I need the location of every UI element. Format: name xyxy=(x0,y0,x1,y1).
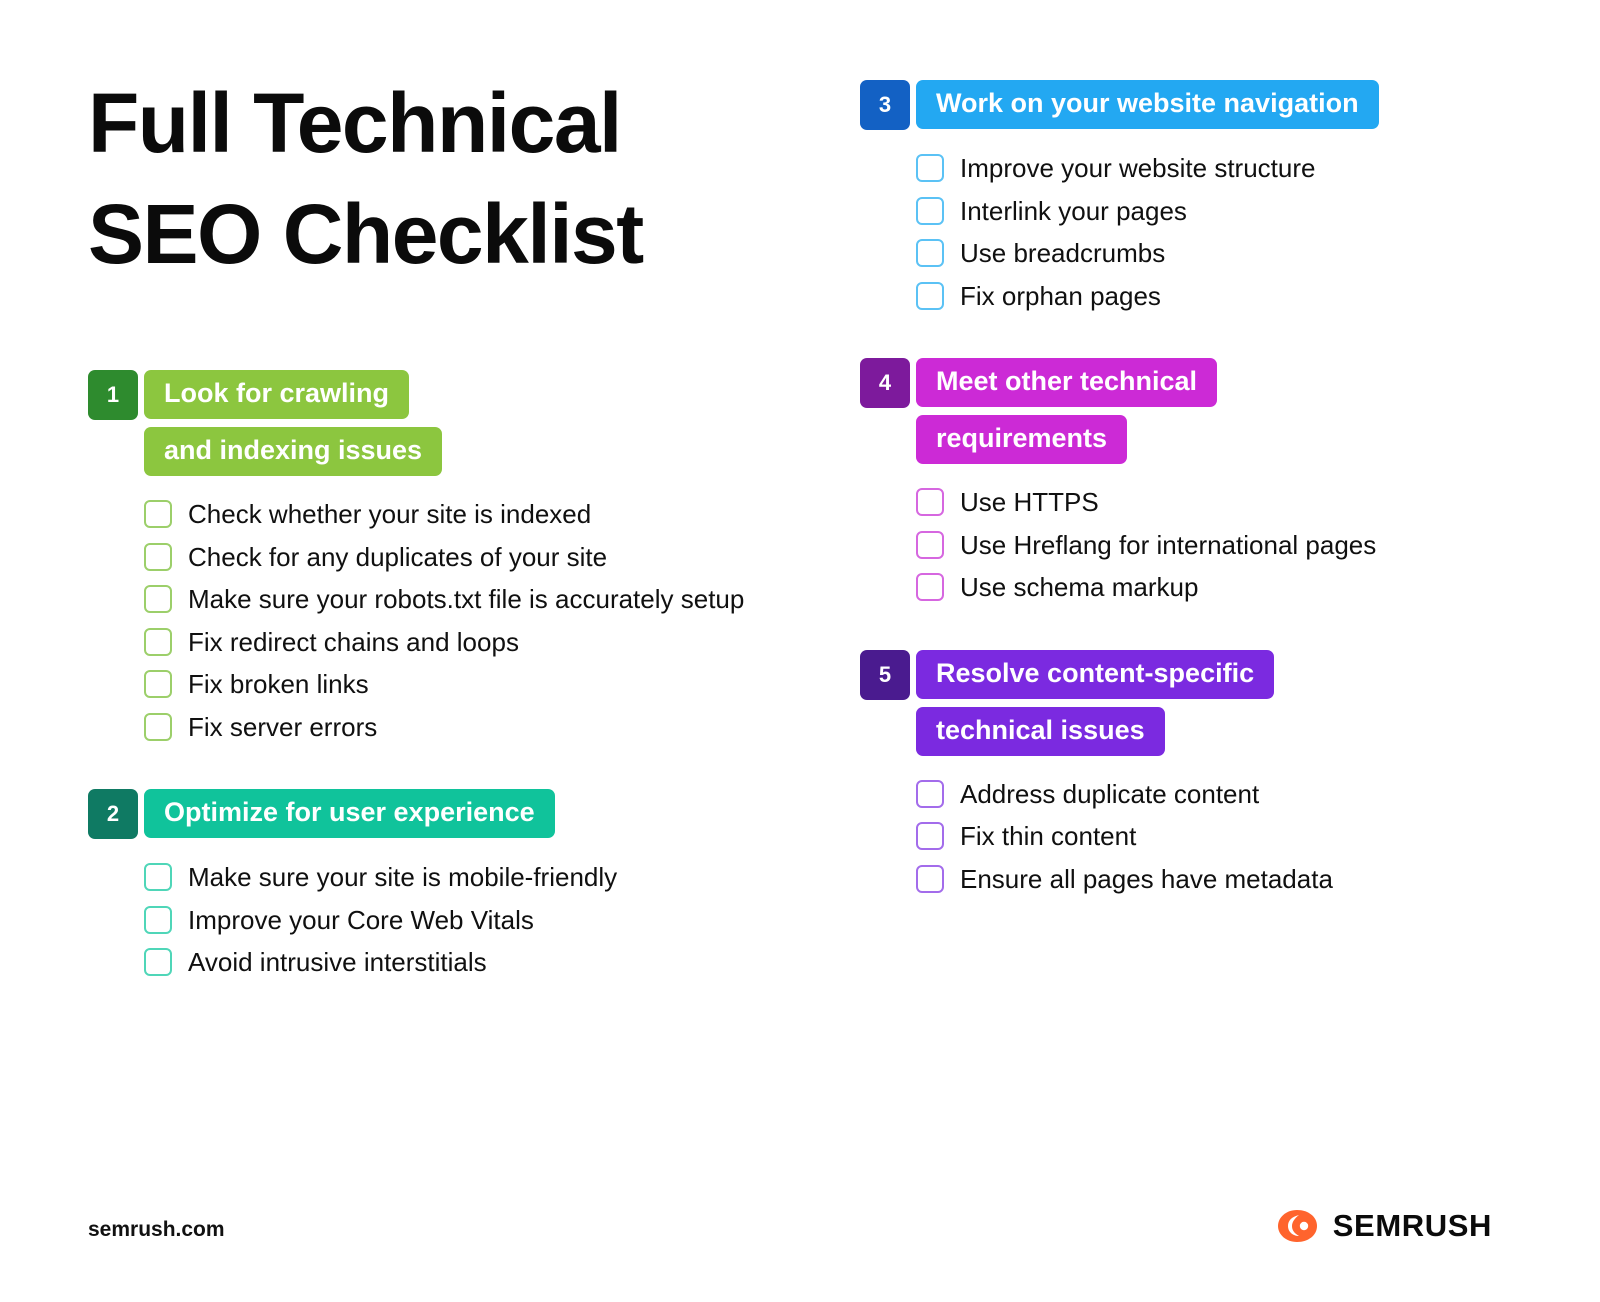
checklist-items xyxy=(144,498,858,743)
list-item[interactable] xyxy=(144,904,858,937)
checkbox-icon[interactable] xyxy=(916,865,944,893)
checkbox-icon[interactable] xyxy=(916,154,944,182)
list-item-label: Improve your website structure xyxy=(960,153,1316,183)
section-header xyxy=(88,370,858,476)
checkbox-icon[interactable] xyxy=(916,780,944,808)
checkbox-icon[interactable] xyxy=(916,282,944,310)
checklist-section xyxy=(88,370,858,783)
list-item-label: Interlink your pages xyxy=(960,195,1187,226)
brand-logo xyxy=(1277,1208,1492,1244)
checkbox-icon[interactable] xyxy=(144,543,172,571)
list-item-label: Avoid intrusive interstitials xyxy=(188,947,487,977)
list-item[interactable] xyxy=(916,529,1520,562)
list-item-label: Check whether your site is indexed xyxy=(188,499,592,529)
list-item[interactable] xyxy=(144,626,858,659)
list-item-label: Make sure your robots.txt file is accurately setup xyxy=(188,584,745,614)
section-spacer xyxy=(88,743,858,783)
section-header xyxy=(860,358,1520,464)
list-item[interactable] xyxy=(144,541,858,574)
list-item-label: Improve your Core Web Vitals xyxy=(188,904,534,935)
section-title xyxy=(916,650,1274,756)
checkbox-icon[interactable] xyxy=(144,948,172,976)
list-item[interactable] xyxy=(916,280,1520,313)
list-item-label: Make sure your site is mobile-friendly xyxy=(188,862,618,892)
list-item[interactable] xyxy=(916,863,1520,896)
section-title xyxy=(144,370,442,476)
checklist-items xyxy=(916,486,1520,604)
semrush-flame-icon xyxy=(1277,1209,1319,1243)
list-item[interactable] xyxy=(144,498,858,531)
section-number-badge: 1 xyxy=(88,370,138,420)
list-item-label: Check for any duplicates of your site xyxy=(188,541,608,572)
section-title-line: Look for crawling xyxy=(144,370,409,419)
list-item-label: Fix redirect chains and loops xyxy=(188,626,519,657)
section-title-line: Optimize for user experience xyxy=(144,789,555,838)
list-item[interactable] xyxy=(144,583,858,616)
section-title-line: and indexing issues xyxy=(144,427,442,476)
list-item[interactable] xyxy=(144,711,858,744)
list-item[interactable] xyxy=(916,778,1520,811)
list-item-label: Fix server errors xyxy=(188,711,378,742)
brand-name: SEMRUSH xyxy=(1332,1208,1492,1243)
section-title-line: Work on your website navigation xyxy=(916,80,1379,129)
list-item-label: Fix thin content xyxy=(960,821,1137,851)
list-item-label: Fix orphan pages xyxy=(960,280,1161,311)
checklist-section xyxy=(88,789,858,1019)
page-title xyxy=(88,68,808,290)
checkbox-icon[interactable] xyxy=(916,573,944,601)
checkbox-icon[interactable] xyxy=(916,197,944,225)
checkbox-icon[interactable] xyxy=(916,531,944,559)
checkbox-icon[interactable] xyxy=(144,863,172,891)
list-item-label: Use HTTPS xyxy=(960,487,1099,517)
list-item[interactable] xyxy=(144,668,858,701)
section-title-line: Resolve content-specific xyxy=(916,650,1274,699)
list-item[interactable] xyxy=(916,237,1520,270)
page-title-line-1: Full Technical xyxy=(88,76,621,170)
checkbox-icon[interactable] xyxy=(144,906,172,934)
list-item-label: Use breadcrumbs xyxy=(960,238,1166,268)
list-item[interactable] xyxy=(144,861,858,894)
checkbox-icon[interactable] xyxy=(916,822,944,850)
list-item-label: Use Hreflang for international pages xyxy=(960,529,1377,560)
checklist-section xyxy=(860,80,1520,352)
checkbox-icon[interactable] xyxy=(144,500,172,528)
section-number-badge: 4 xyxy=(860,358,910,408)
checklist-items xyxy=(144,861,858,979)
list-item[interactable] xyxy=(916,152,1520,185)
section-title-line: requirements xyxy=(916,415,1127,464)
right-column xyxy=(860,80,1520,941)
section-header xyxy=(860,650,1520,756)
list-item-label: Address duplicate content xyxy=(960,778,1260,809)
section-title xyxy=(916,358,1217,464)
list-item[interactable] xyxy=(916,820,1520,853)
checkbox-icon[interactable] xyxy=(916,488,944,516)
list-item[interactable] xyxy=(916,486,1520,519)
section-header xyxy=(88,789,858,839)
checkbox-icon[interactable] xyxy=(144,585,172,613)
section-title-line: technical issues xyxy=(916,707,1165,756)
left-column xyxy=(88,370,858,1025)
list-item-label: Ensure all pages have metadata xyxy=(960,863,1333,894)
section-number-badge: 2 xyxy=(88,789,138,839)
section-title xyxy=(144,789,555,838)
checklist-section xyxy=(860,650,1520,936)
checkbox-icon[interactable] xyxy=(144,713,172,741)
section-spacer xyxy=(860,604,1520,644)
page-title-line-2: SEO Checklist xyxy=(88,186,643,281)
checkbox-icon[interactable] xyxy=(144,670,172,698)
list-item[interactable] xyxy=(916,195,1520,228)
section-title xyxy=(916,80,1379,129)
checklist-items xyxy=(916,778,1520,896)
checkbox-icon[interactable] xyxy=(144,628,172,656)
checklist-items xyxy=(916,152,1520,312)
section-title-line: Meet other technical xyxy=(916,358,1217,407)
section-number-badge: 5 xyxy=(860,650,910,700)
section-spacer xyxy=(88,979,858,1019)
checklist-section xyxy=(860,358,1520,644)
list-item[interactable] xyxy=(916,571,1520,604)
list-item-label: Use schema markup xyxy=(960,572,1199,602)
list-item-label: Fix broken links xyxy=(188,669,369,699)
list-item[interactable] xyxy=(144,946,858,979)
section-spacer xyxy=(860,895,1520,935)
section-number-badge: 3 xyxy=(860,80,910,130)
footer-url: semrush.com xyxy=(88,1218,225,1241)
section-header xyxy=(860,80,1520,130)
checkbox-icon[interactable] xyxy=(916,239,944,267)
section-spacer xyxy=(860,312,1520,352)
